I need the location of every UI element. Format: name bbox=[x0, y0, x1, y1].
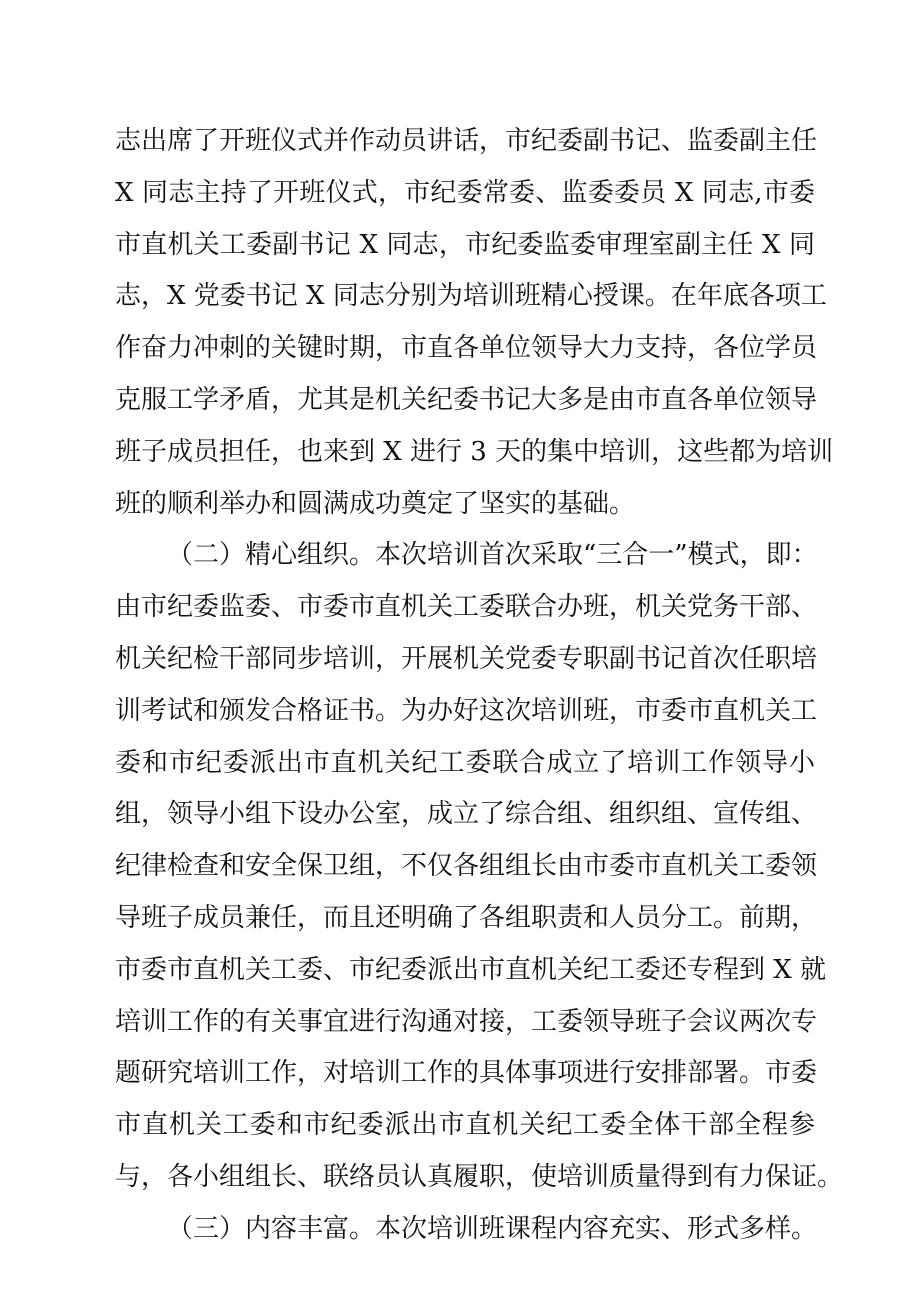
text-line: 题研究培训工作，对培训工作的具体事项进行安排部署。市委 bbox=[115, 1058, 818, 1089]
text-line: 导班子成员兼任，而且还明确了各组职责和人员分工。前期， bbox=[115, 902, 818, 933]
text-line: 组，领导小组下设办公室，成立了综合组、组织组、宣传组、 bbox=[115, 799, 818, 830]
text-line: 由市纪委监委、市委市直机关工委联合办班，机关党务干部、 bbox=[115, 592, 818, 623]
text-line: 机关纪检干部同步培训，开展机关党委专职副书记首次任职培 bbox=[115, 643, 818, 674]
text-line: 训考试和颁发合格证书。为办好这次培训班，市委市直机关工 bbox=[115, 695, 818, 726]
text-line: 班的顺利举办和圆满成功奠定了坚实的基础。 bbox=[115, 488, 636, 519]
text-line: （二）精心组织。本次培训首次采取“三合一”模式，即： bbox=[167, 540, 818, 571]
text-line: 班子成员担任，也来到 X 进行 3 天的集中培训，这些都为培训 bbox=[115, 436, 834, 467]
text-line: 纪律检查和安全保卫组，不仅各组组长由市委市直机关工委领 bbox=[115, 851, 818, 882]
text-line: （三）内容丰富。本次培训班课程内容充实、形式多样。 bbox=[167, 1213, 818, 1244]
body-text bbox=[115, 116, 844, 1256]
text-line: 委和市纪委派出市直机关纪工委联合成立了培训工作领导小 bbox=[115, 747, 815, 778]
text-line: 市委市直机关工委、市纪委派出市直机关纪工委还专程到 X 就 bbox=[115, 954, 827, 985]
text-line: 市直机关工委副书记 X 同志，市纪委监委审理室副主任 X 同 bbox=[115, 229, 815, 260]
text-line: 培训工作的有关事宜进行沟通对接，工委领导班子会议两次专 bbox=[115, 1006, 818, 1037]
text-line: 与，各小组组长、联络员认真履职，使培训质量得到有力保证。 bbox=[115, 1161, 844, 1192]
text-line: 作奋力冲刺的关键时期，市直各单位领导大力支持，各位学员 bbox=[115, 333, 818, 364]
text-line: 志，X 党委书记 X 同志分别为培训班精心授课。在年底各项工 bbox=[115, 281, 827, 312]
text-line: 克服工学矛盾，尤其是机关纪委书记大多是由市直各单位领导 bbox=[115, 384, 818, 415]
text-line: 市直机关工委和市纪委派出市直机关纪工委全体干部全程参 bbox=[115, 1110, 815, 1141]
text-line: X 同志主持了开班仪式，市纪委常委、监委委员 X 同志,市委 bbox=[115, 177, 815, 208]
text-line: 志出席了开班仪式并作动员讲话，市纪委副书记、监委副主任 bbox=[115, 126, 818, 156]
